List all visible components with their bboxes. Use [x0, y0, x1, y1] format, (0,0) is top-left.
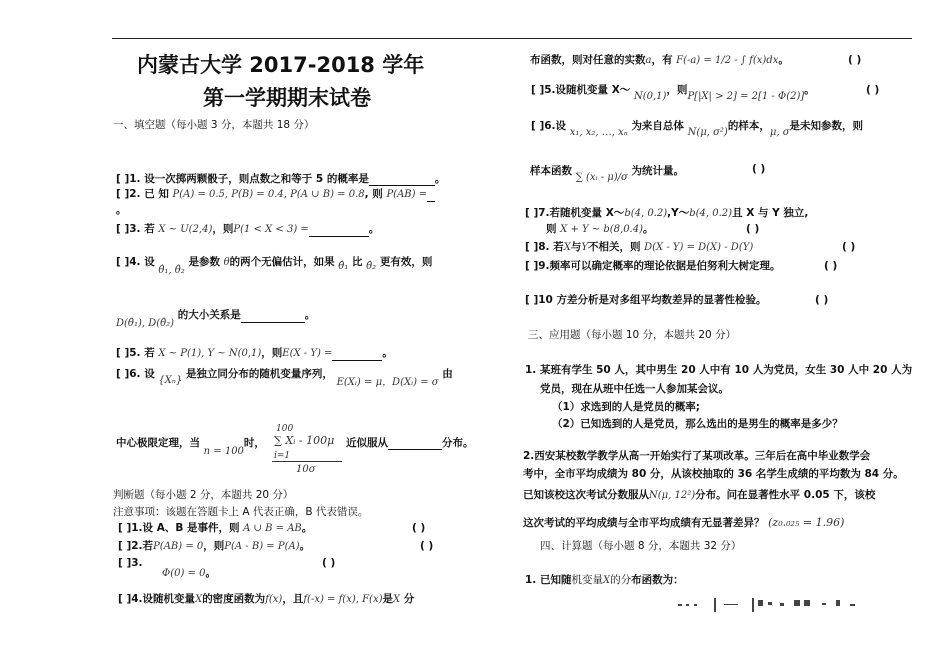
question-3: [ ]3. 若 X ~ U(2,4)，则P(1 < X < 3) = 。 [116, 223, 380, 235]
judge-2-text: [ ]2.若 [118, 540, 154, 552]
top-rule [112, 38, 912, 39]
judge-3 [118, 556, 143, 570]
app-2-d: 分布。问在显著性水平 0.05 下，该校 [695, 489, 876, 501]
section2-note: 注意事项：该题在答题卡上 A 代表正确，B 代表错误。 [113, 506, 369, 518]
question-4-estimators: θ̂₁, θ̂₂ [158, 265, 185, 276]
judge-4-cont-b: ，有 [651, 54, 673, 66]
sum-denominator: 10σ [296, 464, 316, 475]
question-4-e: 更有效，则 [379, 256, 433, 268]
question-3-math: X ~ U(2,4) [158, 224, 213, 235]
judge-2 [118, 539, 310, 554]
judge-6-c: 的样本， [727, 120, 770, 132]
question-2-pab: P(AB) = [386, 189, 428, 200]
judge-7-e: 。 [643, 223, 654, 235]
judge-4-d: 是 [382, 593, 393, 605]
question-2-math: P(A) = 0.5, P(B) = 0.4, P(A ∪ B) = 0.8 [172, 189, 365, 200]
judge-4-x2: X [392, 594, 401, 605]
question-5: [ ]5. 若 X ~ P(1), Y ~ N(0,1)，则E(X - Y) = 。 [116, 347, 393, 359]
judge-6-e: 样本函数 [530, 165, 572, 177]
app-1-line2: 党员，现在从班中任选一人参加某会议。 [540, 383, 729, 395]
question-2 [116, 187, 435, 202]
sum-lower: i=1 [274, 451, 291, 461]
question-5-mid: ，则 [261, 347, 283, 359]
question-6-moments: E(Xᵢ) = μ，D(Xᵢ) = σ [336, 377, 439, 388]
judge-3-formula [162, 566, 216, 581]
judge-5-end: 。 [804, 84, 815, 96]
question-6-c: 由 [442, 368, 453, 380]
sum-expression: ∑ Xᵢ - 100μ [274, 434, 335, 447]
theta-symbol: θ [223, 257, 230, 268]
judge-2-end: 。 [299, 540, 311, 552]
calc-1-c: 的分 [610, 574, 632, 586]
judge-4-c: ，且 [282, 593, 304, 605]
judge-7-math2: b(4, 0.2) [689, 208, 733, 219]
judge-1 [118, 521, 312, 536]
judge-4-text: [ ]4.设随机变量 [118, 593, 196, 605]
judge-7-b: ,Y～ [667, 207, 690, 219]
app-2-e: 这次考试的平均成绩与全市平均成绩有无显著差异？ [523, 517, 765, 529]
exam-title-line2: 第一学期期末试卷 [203, 86, 371, 110]
app-1-part1: （1）求选到的人是党员的概率; [552, 401, 701, 413]
judge-4-fx: f(x) [265, 594, 283, 605]
judge-3-math: Φ(0) = 0 [162, 568, 206, 579]
sum-upper: 100 [276, 424, 294, 434]
judge-4-b: 的密度函数为 [202, 593, 266, 605]
app-2-line3 [523, 488, 875, 503]
judge-8-text: [ ]8. 若 [525, 241, 564, 253]
judge-8-math: D(X - Y) = D(X) - D(Y) [644, 242, 754, 253]
judge-9-paren[interactable]: ( ) [824, 260, 838, 272]
judge-7-paren[interactable]: ( ) [746, 223, 760, 235]
question-2-mid: , 则 [364, 188, 383, 200]
judge-7 [525, 206, 808, 221]
judge-5-math2: P[|X| > 2] = 2[1 - Φ(2)] [687, 91, 805, 102]
judge-4-a-var: a [645, 55, 652, 66]
judge-8-b: 与 [570, 241, 582, 253]
judge-5-mid: ，则 [666, 84, 688, 96]
calc-1-x: X [602, 575, 611, 586]
question-4-b: 是参数 [188, 256, 220, 268]
judge-8-y: Y [581, 242, 588, 253]
judge-3-text: [ ]3. [118, 557, 143, 569]
calc-1-a: 1. 已知随 [525, 574, 572, 586]
app-2-z: (z₀.₀₂₅ = 1.96) [768, 516, 845, 529]
question-6-b: 是独立同分布的随机变量序列， [185, 368, 333, 380]
judge-4-cont-math: F(-a) = 1/2 - ∫ f(x)dx [676, 55, 779, 66]
judge-6 [531, 119, 864, 138]
judge-5-text: [ ]5.设随机变量 X～ [531, 84, 631, 96]
judge-7-c: 且 X 与 Y 独立, [732, 207, 809, 219]
app-2-line2: 考中，全市平均成绩为 80 分，从该校抽取的 36 名学生成绩的平均数为 84 分。 [523, 468, 904, 480]
judge-6-cont [530, 164, 685, 183]
question-6-e: 时， [243, 437, 265, 449]
answer-blank[interactable] [332, 360, 382, 361]
app-2-dist: N(μ, 12²) [649, 490, 696, 501]
judge-4 [118, 592, 414, 607]
exam-title-line1: 内蒙古大学 2017-2018 学年 [137, 53, 425, 77]
answer-blank[interactable] [388, 449, 442, 450]
question-1: [ ]1. 设一次掷两颗骰子，则点数之和等于 5 的概率是 。 [116, 173, 446, 185]
theta2-hat: θ̂₂ [366, 261, 377, 272]
calc-1-d: 布函数为： [631, 574, 684, 586]
judge-6-paren[interactable]: ( ) [752, 163, 766, 175]
app-1-line1: 1. 某班有学生 50 人，其中男生 20 人中有 10 人为党员，女生 30 人中 20 人为 [525, 364, 913, 376]
judge-4-cont [530, 53, 789, 68]
judge-3-paren[interactable]: ( ) [322, 557, 336, 569]
judge-1-text: [ ]1.设 A、B 是事件，则 [118, 522, 240, 534]
judge-4-math: f(-x) = f(x), F(x) [303, 594, 383, 605]
question-4-cont: D(θ̂₁), D(θ̂₂) 的大小关系是 。 [116, 309, 316, 329]
answer-blank[interactable] [369, 185, 435, 186]
question-6-cont [116, 436, 265, 457]
judge-10: [ ]10 方差分析是对多组平均数差异的显著性检验。 [525, 294, 767, 306]
judge-6-b: 为来自总体 [631, 120, 684, 132]
judge-2-paren[interactable]: ( ) [420, 540, 434, 552]
judge-8-paren[interactable]: ( ) [842, 241, 856, 253]
question-6-n: n = 100 [203, 446, 244, 457]
question-5-math: X ~ P(1), Y ~ N(0,1) [158, 348, 262, 359]
judge-4-paren[interactable]: ( ) [848, 54, 862, 66]
theta1-hat: θ̂₁ [338, 261, 349, 272]
question-5-exp: E(X - Y) = [282, 348, 333, 359]
question-6-tail [346, 436, 474, 450]
cutoff-formula-fragment [676, 594, 886, 616]
judge-8-x: X [563, 242, 571, 253]
judge-1-end: 。 [301, 522, 313, 534]
question-3-lead: [ ]3. 若 [116, 223, 155, 235]
question-4 [116, 255, 433, 276]
question-6-g: 分布。 [442, 437, 474, 449]
question-4-f: 的大小关系是 [177, 309, 241, 321]
judge-1-paren[interactable]: ( ) [412, 522, 426, 534]
answer-blank[interactable] [241, 322, 305, 323]
judge-6-params: μ, σ [769, 127, 790, 138]
question-3-mid: ，则 [212, 223, 234, 235]
app-2-line4 [523, 516, 844, 530]
judge-2-math1: P(AB) = 0 [153, 541, 204, 552]
question-6-f: 近似服从 [346, 437, 388, 449]
question-4-lead: [ ]4. 设 [116, 256, 155, 268]
question-6-d: 中心极限定理，当 [116, 437, 200, 449]
judge-10-paren[interactable]: ( ) [815, 294, 829, 306]
judge-5-paren[interactable]: ( ) [866, 84, 880, 96]
judge-4-e: 分 [403, 593, 415, 605]
section2-heading: 判断题（每小题 2 分，本题共 20 分） [113, 489, 294, 501]
app-2-c: 已知该校这次考试分数服从 [523, 489, 649, 501]
question-4-c: 的两个无偏估计，如果 [229, 256, 335, 268]
judge-7-d: 则 [546, 223, 557, 235]
judge-8 [525, 240, 753, 255]
judge-5-math1: N(0,1) [633, 91, 667, 102]
answer-blank[interactable] [427, 201, 435, 202]
judge-7-cont [546, 222, 654, 237]
answer-blank[interactable] [309, 236, 369, 237]
judge-2-mid: ，则 [203, 540, 225, 552]
judge-1-math: A ∪ B = AB [243, 523, 302, 534]
judge-6-sum: ∑ (xᵢ - μ)/σ [575, 172, 628, 183]
judge-6-d: 是未知参数，则 [789, 120, 864, 132]
judge-6-sample: x₁, x₂, …, xₙ [569, 127, 628, 138]
judge-4-cont-c: 。 [778, 54, 789, 66]
calc-1 [525, 573, 684, 588]
question-2-lead: [ ]2. 已 知 [116, 188, 169, 200]
section1-heading: 一、填空题（每小题 3 分，本题共 18 分） [113, 119, 315, 131]
question-6 [116, 367, 453, 388]
judge-6-text: [ ]6.设 [531, 120, 567, 132]
app-2-line1: 2.西安某校数学教学从高一开始实行了某项改革。三年后在高中毕业数学会 [523, 450, 871, 462]
judge-2-math2: P(A - B) = P(A) [224, 541, 300, 552]
question-4-d: 比 [351, 256, 363, 268]
judge-6-normal: N(μ, σ²) [687, 127, 728, 138]
judge-7-math1: b(4, 0.2) [624, 208, 668, 219]
judge-7-math3: X + Y ~ b(8,0.4) [560, 224, 643, 235]
judge-7-text: [ ]7.若随机变量 X～ [525, 207, 625, 219]
app-1-part2: （2）已知选到的人是党员，那么选出的是男生的概率是多少？ [552, 418, 843, 430]
question-6-seq: {Xₙ} [158, 375, 183, 386]
judge-4-x: X [195, 594, 203, 605]
section4-heading: 四、计算题（每小题 8 分，本题共 32 分） [540, 540, 742, 552]
judge-6-f: 为统计量。 [631, 165, 685, 177]
judge-8-c: 不相关，则 [587, 241, 641, 253]
question-2-period: 。 [116, 204, 127, 216]
question-3-prob: P(1 < X < 3) = [233, 224, 309, 235]
section3-heading: 三、应用题（每小题 10 分，本题共 20 分） [528, 329, 737, 341]
judge-3-end: 。 [205, 567, 216, 579]
question-5-lead: [ ]5. 若 [116, 347, 155, 359]
question-4-variances: D(θ̂₁), D(θ̂₂) [116, 318, 175, 329]
judge-5 [531, 83, 815, 102]
question-1-text: [ ]1. 设一次掷两颗骰子，则点数之和等于 5 的概率是 [116, 173, 369, 185]
question-6-lead: [ ]6. 设 [116, 368, 155, 380]
judge-4-cont-a: 布函数，则对任意的实数 [530, 54, 646, 66]
calc-1-b: 机变量 [571, 574, 603, 586]
judge-9: [ ]9.频率可以确定概率的理论依据是伯努利大树定理。 [525, 260, 781, 272]
fraction-bar [272, 461, 342, 462]
